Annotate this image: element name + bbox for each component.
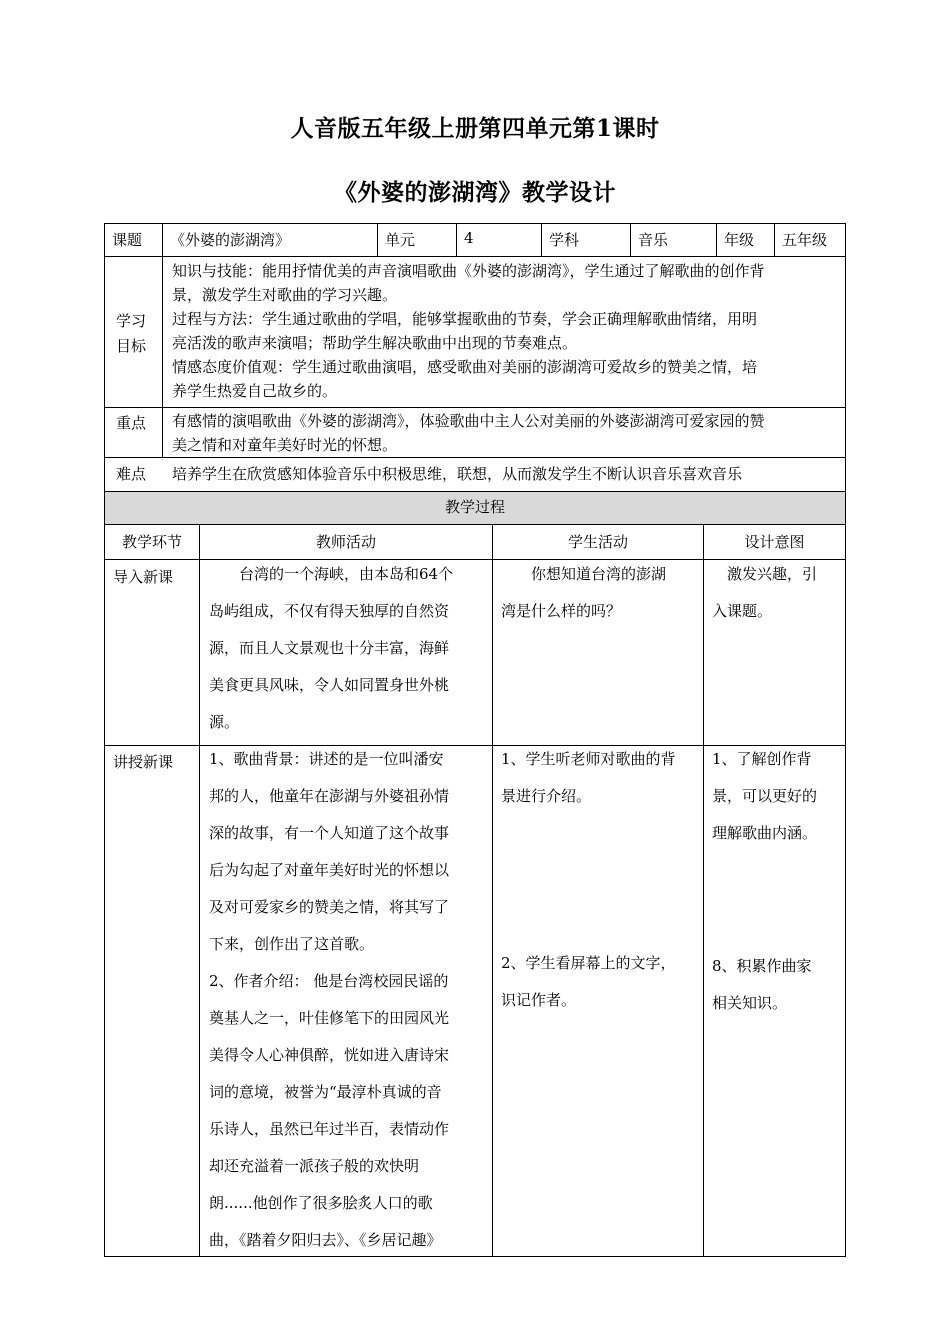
intro-stage: 导入新课: [113, 568, 174, 586]
column-intent: 设计意图: [744, 533, 805, 551]
grade-value: 五年级: [782, 231, 828, 249]
goals-line: 景，激发学生对歌曲的学习兴趣。: [172, 286, 398, 304]
intro-teacher-line: 源，而且人文景观也十分丰富，海鲜: [209, 639, 450, 657]
process-header: 教学过程: [444, 498, 505, 516]
lecture-student-line: 2、学生看屏幕上的文字，: [501, 954, 676, 972]
document-title: 人音版五年级上册第四单元第1课时: [290, 115, 660, 142]
intro-teacher-activity: [209, 556, 485, 741]
intro-student-line: 湾是什么样的吗？: [501, 602, 622, 620]
key-points-line: 美之情和对童年美好时光的怀想。: [172, 436, 398, 454]
goals-line: 亮活泼的歌声来演唱；帮助学生解决歌曲中出现的节奏难点。: [172, 334, 578, 352]
lecture-teacher-line: 1、歌曲背景：讲述的是一位叫潘安: [209, 750, 444, 768]
lecture-intent-line: 1、了解创作背: [712, 750, 812, 768]
goals-line: 养学生热爱自己故乡的。: [172, 382, 338, 400]
lecture-teacher-line: 下来，创作出了这首歌。: [209, 935, 375, 953]
lecture-teacher-line: 后为勾起了对童年美好时光的怀想以: [209, 861, 450, 879]
lecture-student-line: 识记作者。: [501, 991, 577, 1009]
lecture-teacher-line: 朗......他创作了很多脍炙人口的歌: [209, 1194, 433, 1212]
intro-teacher-line: 源。: [209, 713, 240, 731]
key-points-label: 重点: [116, 414, 147, 432]
lecture-teacher-line: 2、作者介绍： 他是台湾校园民谣的: [209, 972, 449, 990]
subject-value: 音乐: [638, 231, 669, 249]
lecture-teacher-activity: [209, 741, 485, 1259]
intro-student-line: 你想知道台湾的澎湖: [501, 565, 667, 583]
intro-design-intent: [712, 556, 840, 630]
column-stage: 教学环节: [121, 533, 182, 551]
unit-value: 4: [464, 229, 474, 247]
column-student: 学生活动: [567, 533, 628, 551]
lecture-teacher-line: 曲，《踏着夕阳归去》、《乡居记趣》: [209, 1231, 442, 1249]
goals-label-1: 学习: [116, 312, 147, 330]
goals-text: [172, 259, 840, 403]
subject-label: 学科: [549, 231, 580, 249]
course-value: 《外婆的澎湖湾》: [170, 231, 291, 249]
lecture-teacher-line: 词的意境，被誉为“最淳朴真诚的音: [209, 1083, 442, 1101]
lecture-teacher-line: 美得令人心神俱醉，恍如进入唐诗宋: [209, 1046, 450, 1064]
key-points-text: [172, 409, 840, 457]
document-subtitle: 《外婆的澎湖湾》教学设计: [334, 179, 616, 206]
lecture-student-activity-2: [501, 945, 697, 1019]
intro-intent-line: 激发兴趣，引: [712, 565, 818, 583]
lecture-intent-line: 理解歌曲内涵。: [712, 824, 818, 842]
key-points-line: 有感情的演唱歌曲《外婆的澎湖湾》，体验歌曲中主人公对美丽的外婆澎湖湾可爱家园的赞: [172, 412, 765, 430]
column-teacher: 教师活动: [315, 533, 376, 551]
goals-line: 知识与技能：能用抒情优美的声音演唱歌曲《外婆的澎湖湾》，学生通过了解歌曲的创作背: [172, 262, 765, 280]
lecture-teacher-line: 却还充溢着一派孩子般的欢快明: [209, 1157, 420, 1175]
goals-label-2: 目标: [116, 337, 147, 355]
lecture-student-line: 景进行介绍。: [501, 787, 592, 805]
goals-line: 过程与方法：学生通过歌曲的学唱，能够掌握歌曲的节奏，学会正确理解歌曲情绪，用明: [172, 310, 758, 328]
lecture-teacher-line: 邦的人，他童年在澎湖与外婆祖孙情: [209, 787, 450, 805]
goals-line: 情感态度价值观：学生通过歌曲演唱，感受歌曲对美丽的澎湖湾可爱故乡的赞美之情，培: [172, 358, 758, 376]
course-label: 课题: [112, 231, 143, 249]
lecture-teacher-line: 深的故事，有一个人知道了这个故事: [209, 824, 450, 842]
difficulties-text: 培养学生在欣赏感知体验音乐中积极思维，联想，从而激发学生不断认识音乐喜欢音乐: [172, 465, 743, 483]
lecture-intent-line: 景，可以更好的: [712, 787, 818, 805]
lecture-intent-line: 8、积累作曲家: [712, 957, 812, 975]
intro-teacher-line: 美食更具风味，令人如同置身世外桃: [209, 676, 450, 694]
lecture-stage: 讲授新课: [113, 753, 174, 771]
lecture-teacher-line: 乐诗人，虽然已年过半百，表情动作: [209, 1120, 450, 1138]
intro-student-activity: [501, 556, 697, 630]
intro-intent-line: 入课题。: [712, 602, 773, 620]
difficulties-label: 难点: [116, 465, 147, 483]
grade-label: 年级: [724, 231, 755, 249]
intro-teacher-line: 岛屿组成，不仅有得天独厚的自然资: [209, 602, 450, 620]
lecture-design-intent-1: [712, 741, 840, 852]
lecture-student-activity-1: [501, 741, 697, 815]
lecture-teacher-line: 及对可爱家乡的赞美之情，将其写了: [209, 898, 450, 916]
unit-label: 单元: [385, 231, 416, 249]
lecture-student-line: 1、学生听老师对歌曲的背: [501, 750, 676, 768]
intro-teacher-line: 台湾的一个海峡，由本岛和64个: [209, 565, 454, 583]
lecture-intent-line: 相关知识。: [712, 994, 788, 1012]
lecture-design-intent-2: [712, 948, 840, 1022]
lecture-teacher-line: 奠基人之一，叶佳修笔下的田园风光: [209, 1009, 450, 1027]
